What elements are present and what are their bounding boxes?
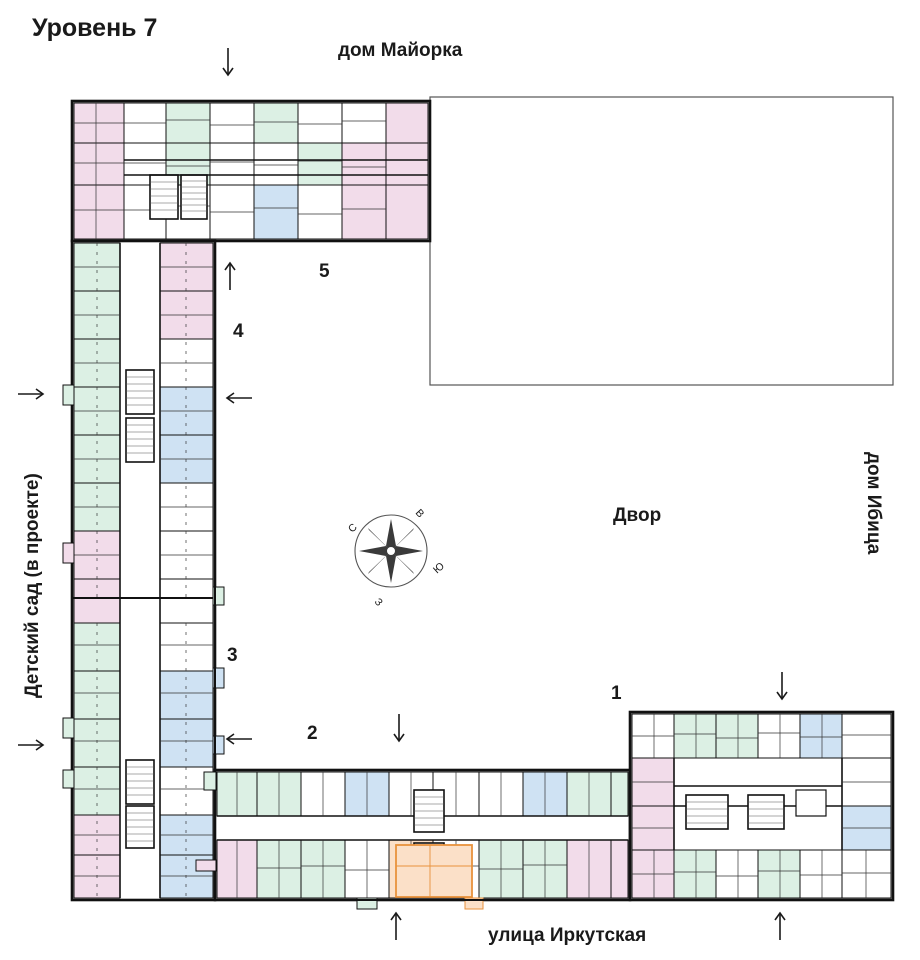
wing-left-sections-3-4[interactable] [63, 241, 224, 900]
label-yard: Двор [613, 505, 662, 526]
page-title: Уровень 7 [32, 14, 158, 42]
wing-bottom-section-2[interactable] [196, 770, 630, 909]
wing-right-section-1[interactable] [630, 712, 893, 900]
label-street-top: дом Майорка [338, 40, 463, 61]
compass-north-label: С [345, 521, 360, 536]
highlighted-apartment[interactable] [396, 845, 472, 897]
section-number-2[interactable]: 2 [307, 723, 318, 744]
stair-core-top [150, 175, 207, 219]
section-number-3[interactable]: 3 [227, 645, 238, 666]
stair-core-section3 [126, 760, 154, 848]
parking-area[interactable] [430, 97, 893, 385]
compass-west-label: З [371, 595, 385, 609]
section-number-4[interactable]: 4 [233, 321, 244, 342]
label-street-bottom: улица Иркутская [488, 925, 647, 946]
label-street-left: Детский сад (в проекте) [22, 473, 43, 698]
wing-top-section-5[interactable] [72, 101, 430, 241]
compass-east-label: В [412, 506, 427, 521]
compass-rose [346, 507, 447, 609]
label-street-right: дом Ибица [863, 452, 884, 555]
compass-south-label: Ю [430, 560, 447, 577]
section-number-1[interactable]: 1 [611, 683, 622, 704]
section-number-5[interactable]: 5 [319, 261, 330, 282]
